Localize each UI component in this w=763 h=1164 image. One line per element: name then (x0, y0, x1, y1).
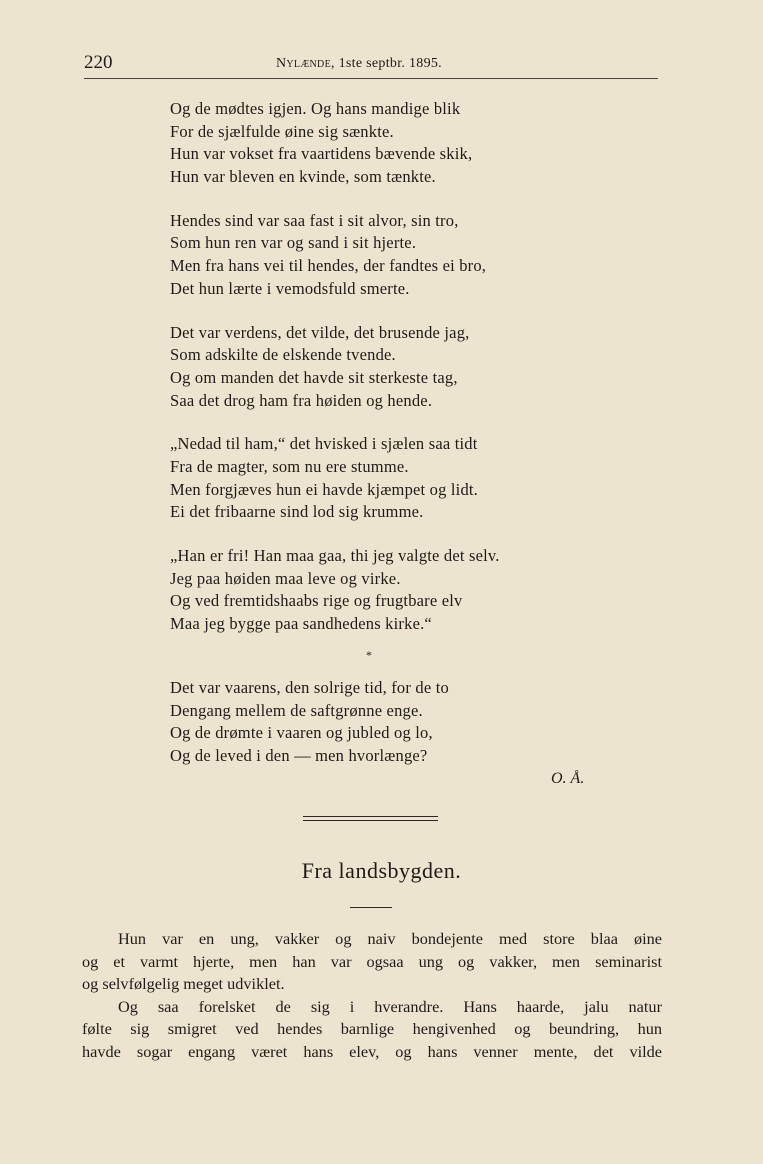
header-rule (84, 78, 658, 79)
running-title-journal: Nylænde (276, 56, 331, 71)
stanza-separator-asterisk: * (366, 648, 372, 662)
poem-line: „Han er fri! Han maa gaa, thi jeg valgte det selv. (170, 546, 500, 565)
poem-line: Jeg paa høiden maa leve og virke. (170, 568, 401, 588)
section-divider-top (303, 816, 438, 817)
prose-line: Hun var en ung, vakker og naiv bondejente med store blaa øine (118, 929, 662, 948)
poem-line: Og de mødtes igjen. Og hans mandige blik (170, 99, 461, 118)
page-number: 220 (84, 52, 113, 73)
poem-stanza-5 (170, 545, 610, 636)
poem-line: Maa jeg bygge paa sandhedens kirke.“ (170, 614, 432, 634)
poem-line: Det var vaarens, den solrige tid, for de to (170, 678, 449, 697)
poem-line: Og de leved i den — men hvorlænge? (170, 746, 428, 766)
poem-line: Det hun lærte i vemodsfuld smerte. (170, 278, 410, 298)
poem-line: Hun var vokset fra vaartidens bævende skik, (170, 144, 473, 164)
prose-line: og selvfølgelig meget udviklet. (82, 974, 285, 993)
prose-line: Og saa forelsket de sig i hverandre. Hans haarde, jalu natur (118, 996, 662, 1016)
section-title: Fra landsbygden. (301, 858, 462, 883)
prose-body (82, 928, 662, 1063)
poem-line: Saa det drog ham fra høiden og hende. (170, 390, 433, 410)
poem-stanza-3 (170, 322, 610, 413)
poem-final-stanza (170, 677, 610, 768)
poem-line: Som hun ren var og sand i sit hjerte. (170, 233, 417, 253)
poem-line: Hun var bleven en kvinde, som tænkte. (170, 167, 436, 187)
poem-line: Dengang mellem de saftgrønne enge. (170, 700, 423, 720)
poem (170, 98, 610, 657)
poem-line: Hendes sind var saa fast i sit alvor, sin tro, (170, 210, 459, 230)
poem-line: Ei det fribaarne sind lod sig krumme. (170, 502, 424, 522)
running-title (276, 56, 442, 72)
poem-signature: O. Å. (551, 770, 585, 787)
poem-line: Som adskilte de elskende tvende. (170, 345, 396, 365)
poem-line: Og ved fremtidshaabs rige og frugtbare elv (170, 591, 463, 611)
poem-stanza-4 (170, 433, 610, 524)
poem-line: Og de drømte i vaaren og jubled og lo, (170, 723, 433, 743)
poem-line: Fra de magter, som nu ere stumme. (170, 456, 409, 476)
poem-line: Men forgjæves hun ei havde kjæmpet og lidt. (170, 479, 479, 499)
section-divider-bottom (303, 820, 438, 821)
running-title-date: , 1ste septbr. 1895. (330, 56, 442, 71)
poem-stanza-2 (170, 210, 610, 301)
prose-line: følte sig smigret ved hendes barnlige hengivenhed og beundring, hun (82, 1019, 662, 1038)
prose-line: havde sogar engang været hans elev, og hans venner mente, det vilde (82, 1041, 662, 1061)
poem-line: „Nedad til ham,“ det hvisked i sjælen saa tidt (170, 434, 478, 454)
poem-line: Og om manden det havde sit sterkeste tag, (170, 367, 458, 387)
poem-stanza-1 (170, 98, 610, 189)
poem-line: Men fra hans vei til hendes, der fandtes ei bro, (170, 256, 487, 276)
prose-line: og et varmt hjerte, men han var ogsaa ung og vakker, men seminarist (82, 951, 662, 971)
poem-line: Det var verdens, det vilde, det brusende jag, (170, 322, 470, 342)
poem-line: For de sjælfulde øine sig sænkte. (170, 121, 394, 141)
title-rule (350, 907, 392, 908)
page-header (84, 52, 658, 78)
